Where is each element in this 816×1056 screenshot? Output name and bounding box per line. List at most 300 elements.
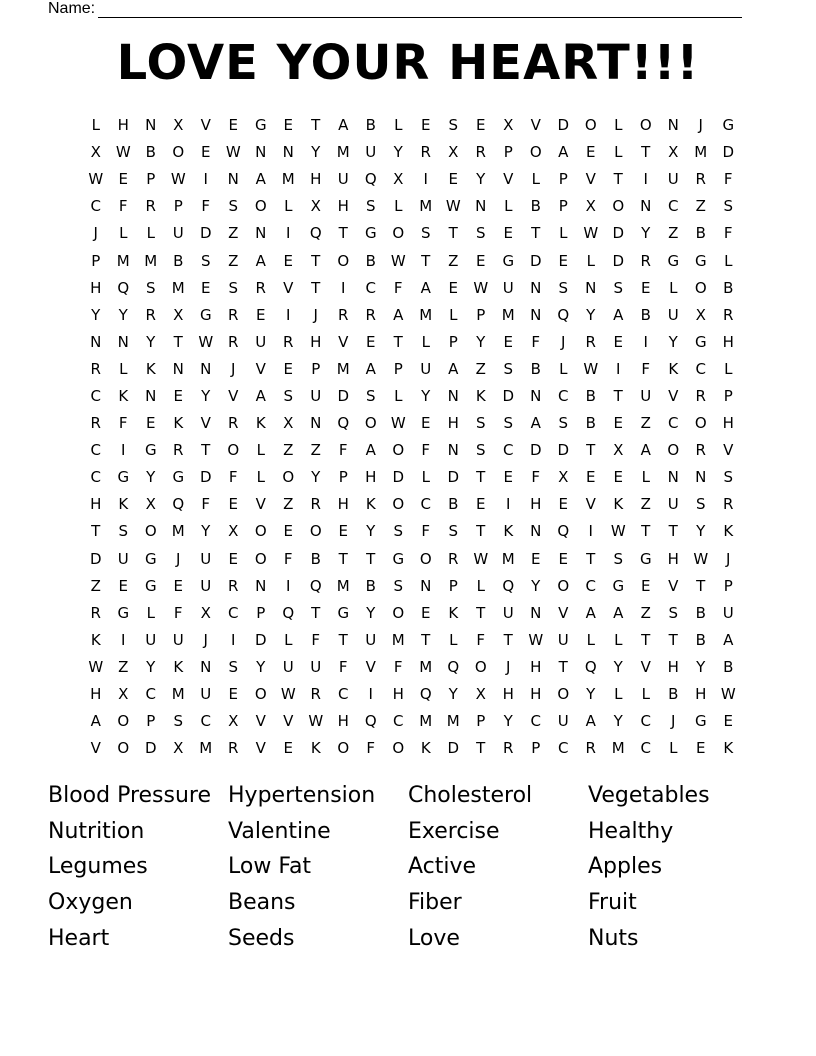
grid-letter[interactable]: B (668, 685, 679, 704)
grid-letter[interactable]: L (559, 224, 568, 243)
grid-letter[interactable]: X (173, 116, 184, 135)
grid-letter[interactable]: H (337, 197, 349, 216)
grid-letter[interactable]: Q (172, 495, 185, 514)
grid-letter[interactable]: F (173, 603, 183, 622)
grid-letter[interactable]: V (530, 116, 541, 135)
grid-letter[interactable]: F (421, 522, 431, 541)
grid-letter[interactable]: C (503, 441, 514, 460)
grid-letter[interactable]: R (695, 441, 706, 460)
grid-letter[interactable]: R (228, 576, 239, 595)
grid-letter[interactable]: M (171, 522, 185, 541)
grid-letter[interactable]: W (170, 170, 186, 189)
grid-letter[interactable]: K (118, 386, 129, 405)
grid-letter[interactable]: E (448, 278, 458, 297)
grid-letter[interactable]: C (90, 197, 101, 216)
grid-letter[interactable]: T (311, 116, 321, 135)
grid-letter[interactable]: Q (557, 305, 570, 324)
grid-letter[interactable]: X (228, 712, 239, 731)
grid-letter[interactable]: S (420, 224, 431, 243)
grid-letter[interactable]: T (668, 630, 678, 649)
grid-letter[interactable]: V (585, 495, 596, 514)
grid-letter[interactable]: S (448, 116, 459, 135)
grid-letter[interactable]: H (365, 468, 377, 487)
grid-letter[interactable]: E (283, 116, 293, 135)
grid-letter[interactable]: L (669, 739, 678, 758)
grid-letter[interactable]: L (641, 468, 650, 487)
grid-letter[interactable]: U (145, 630, 157, 649)
grid-letter[interactable]: F (118, 197, 128, 216)
grid-letter[interactable]: O (254, 549, 267, 568)
grid-letter[interactable]: E (503, 468, 513, 487)
grid-letter[interactable]: C (668, 414, 679, 433)
grid-letter[interactable]: W (88, 657, 104, 676)
grid-letter[interactable]: L (256, 441, 265, 460)
grid-letter[interactable]: U (667, 305, 679, 324)
grid-letter[interactable]: D (199, 468, 212, 487)
grid-letter[interactable]: N (640, 197, 652, 216)
grid-letter[interactable]: L (559, 359, 568, 378)
grid-letter[interactable]: X (558, 468, 569, 487)
grid-letter[interactable]: W (280, 685, 296, 704)
grid-letter[interactable]: B (365, 116, 376, 135)
grid-letter[interactable]: H (530, 685, 542, 704)
grid-letter[interactable]: F (201, 495, 211, 514)
grid-letter[interactable]: F (338, 441, 348, 460)
grid-letter[interactable]: M (336, 143, 350, 162)
grid-letter[interactable]: M (419, 712, 433, 731)
grid-letter[interactable]: E (641, 576, 651, 595)
grid-letter[interactable]: H (117, 116, 129, 135)
grid-letter[interactable]: Q (282, 603, 295, 622)
grid-letter[interactable]: M (144, 251, 158, 270)
grid-letter[interactable]: U (365, 143, 377, 162)
grid-letter[interactable]: Q (309, 224, 322, 243)
grid-letter[interactable]: R (228, 332, 239, 351)
grid-letter[interactable]: J (231, 359, 236, 378)
grid-letter[interactable]: N (447, 441, 459, 460)
grid-letter[interactable]: E (503, 224, 513, 243)
grid-letter[interactable]: I (341, 278, 346, 297)
grid-letter[interactable]: Q (447, 657, 460, 676)
grid-letter[interactable]: B (310, 549, 321, 568)
grid-letter[interactable]: A (640, 441, 651, 460)
grid-letter[interactable]: I (368, 685, 373, 704)
grid-letter[interactable]: E (283, 251, 293, 270)
grid-letter[interactable]: E (613, 468, 623, 487)
grid-letter[interactable]: Y (146, 468, 156, 487)
grid-letter[interactable]: U (310, 657, 322, 676)
grid-letter[interactable]: V (90, 739, 101, 758)
grid-letter[interactable]: U (365, 630, 377, 649)
grid-letter[interactable]: K (475, 386, 486, 405)
grid-letter[interactable]: G (612, 576, 625, 595)
grid-letter[interactable]: N (255, 143, 267, 162)
grid-letter[interactable]: A (585, 712, 596, 731)
grid-letter[interactable]: R (228, 739, 239, 758)
grid-letter[interactable]: D (529, 441, 542, 460)
grid-letter[interactable]: E (586, 468, 596, 487)
grid-letter[interactable]: S (475, 414, 486, 433)
grid-letter[interactable]: O (557, 685, 570, 704)
grid-letter[interactable]: E (228, 495, 238, 514)
grid-letter[interactable]: K (668, 359, 679, 378)
grid-letter[interactable]: Y (448, 685, 458, 704)
grid-letter[interactable]: M (419, 305, 433, 324)
grid-letter[interactable]: N (667, 468, 679, 487)
grid-letter[interactable]: W (115, 143, 131, 162)
grid-letter[interactable]: U (502, 278, 514, 297)
grid-letter[interactable]: D (447, 739, 460, 758)
grid-letter[interactable]: Z (640, 414, 651, 433)
grid-letter[interactable]: H (667, 549, 679, 568)
grid-letter[interactable]: V (723, 441, 734, 460)
grid-letter[interactable]: O (392, 441, 405, 460)
grid-letter[interactable]: J (698, 116, 703, 135)
grid-letter[interactable]: O (392, 739, 405, 758)
grid-letter[interactable]: H (530, 657, 542, 676)
grid-letter[interactable]: G (144, 441, 157, 460)
grid-letter[interactable]: Q (364, 712, 377, 731)
grid-letter[interactable]: A (255, 251, 266, 270)
grid-letter[interactable]: T (586, 441, 596, 460)
grid-letter[interactable]: T (558, 657, 568, 676)
grid-letter[interactable]: P (558, 197, 568, 216)
grid-letter[interactable]: X (503, 116, 514, 135)
grid-letter[interactable]: K (613, 495, 624, 514)
grid-letter[interactable]: L (614, 685, 623, 704)
grid-letter[interactable]: Z (475, 359, 486, 378)
grid-letter[interactable]: S (393, 522, 404, 541)
grid-letter[interactable]: T (448, 224, 458, 243)
grid-letter[interactable]: M (611, 739, 625, 758)
grid-letter[interactable]: R (723, 305, 734, 324)
grid-letter[interactable]: L (146, 224, 155, 243)
grid-letter[interactable]: L (586, 630, 595, 649)
grid-letter[interactable]: A (90, 712, 101, 731)
grid-letter[interactable]: I (616, 359, 621, 378)
grid-letter[interactable]: Z (695, 197, 706, 216)
grid-letter[interactable]: F (393, 657, 403, 676)
grid-letter[interactable]: Q (502, 576, 515, 595)
grid-letter[interactable]: T (476, 522, 486, 541)
grid-letter[interactable]: O (309, 522, 322, 541)
grid-letter[interactable]: B (585, 414, 596, 433)
grid-letter[interactable]: M (501, 305, 515, 324)
grid-letter[interactable]: V (283, 278, 294, 297)
grid-letter[interactable]: A (393, 305, 404, 324)
grid-letter[interactable]: R (228, 414, 239, 433)
grid-letter[interactable]: S (558, 278, 569, 297)
grid-letter[interactable]: H (695, 685, 707, 704)
grid-letter[interactable]: F (531, 468, 541, 487)
grid-letter[interactable]: R (255, 278, 266, 297)
grid-letter[interactable]: X (585, 197, 596, 216)
grid-letter[interactable]: C (393, 712, 404, 731)
grid-letter[interactable]: T (421, 630, 431, 649)
grid-letter[interactable]: I (286, 576, 291, 595)
grid-letter[interactable]: Y (586, 685, 596, 704)
grid-letter[interactable]: H (337, 712, 349, 731)
grid-letter[interactable]: B (365, 576, 376, 595)
grid-letter[interactable]: U (557, 630, 569, 649)
grid-letter[interactable]: N (530, 386, 542, 405)
grid-letter[interactable]: T (366, 549, 376, 568)
grid-letter[interactable]: U (337, 170, 349, 189)
grid-letter[interactable]: R (145, 305, 156, 324)
grid-letter[interactable]: S (228, 657, 239, 676)
grid-letter[interactable]: E (283, 522, 293, 541)
grid-letter[interactable]: S (723, 468, 734, 487)
grid-letter[interactable]: P (448, 332, 458, 351)
grid-letter[interactable]: V (200, 116, 211, 135)
grid-letter[interactable]: M (391, 630, 405, 649)
grid-letter[interactable]: X (475, 685, 486, 704)
grid-letter[interactable]: W (225, 143, 241, 162)
grid-letter[interactable]: E (476, 116, 486, 135)
grid-letter[interactable]: E (558, 251, 568, 270)
grid-letter[interactable]: U (557, 712, 569, 731)
grid-letter[interactable]: V (283, 712, 294, 731)
grid-letter[interactable]: L (394, 197, 403, 216)
grid-letter[interactable]: R (448, 549, 459, 568)
grid-letter[interactable]: T (503, 630, 513, 649)
grid-letter[interactable]: P (393, 359, 403, 378)
grid-letter[interactable]: Y (393, 143, 403, 162)
grid-letter[interactable]: V (255, 712, 266, 731)
grid-letter[interactable]: U (502, 603, 514, 622)
grid-letter[interactable]: P (723, 576, 733, 595)
grid-letter[interactable]: A (255, 170, 266, 189)
grid-letter[interactable]: R (283, 332, 294, 351)
grid-letter[interactable]: N (172, 359, 184, 378)
grid-letter[interactable]: P (723, 386, 733, 405)
grid-letter[interactable]: N (530, 278, 542, 297)
grid-letter[interactable]: E (173, 576, 183, 595)
grid-letter[interactable]: E (228, 549, 238, 568)
grid-letter[interactable]: V (200, 414, 211, 433)
grid-letter[interactable]: W (473, 278, 489, 297)
grid-letter[interactable]: E (586, 143, 596, 162)
grid-letter[interactable]: C (145, 685, 156, 704)
grid-letter[interactable]: L (586, 251, 595, 270)
grid-letter[interactable]: X (283, 414, 294, 433)
grid-letter[interactable]: O (364, 414, 377, 433)
grid-letter[interactable]: N (530, 603, 542, 622)
grid-letter[interactable]: S (475, 224, 486, 243)
grid-letter[interactable]: L (614, 630, 623, 649)
grid-letter[interactable]: T (201, 441, 211, 460)
grid-letter[interactable]: H (722, 414, 734, 433)
grid-letter[interactable]: V (228, 386, 239, 405)
grid-letter[interactable]: K (723, 739, 734, 758)
grid-letter[interactable]: B (695, 224, 706, 243)
grid-letter[interactable]: T (613, 170, 623, 189)
grid-letter[interactable]: B (723, 278, 734, 297)
grid-letter[interactable]: B (640, 305, 651, 324)
grid-letter[interactable]: O (529, 143, 542, 162)
grid-letter[interactable]: F (641, 359, 651, 378)
grid-letter[interactable]: E (448, 170, 458, 189)
grid-letter[interactable]: L (669, 278, 678, 297)
grid-letter[interactable]: L (724, 251, 733, 270)
grid-letter[interactable]: T (311, 603, 321, 622)
grid-letter[interactable]: E (531, 549, 541, 568)
grid-letter[interactable]: R (420, 143, 431, 162)
grid-letter[interactable]: C (585, 576, 596, 595)
grid-letter[interactable]: T (338, 549, 348, 568)
grid-letter[interactable]: J (671, 712, 676, 731)
grid-letter[interactable]: L (119, 224, 128, 243)
grid-letter[interactable]: X (145, 495, 156, 514)
grid-letter[interactable]: L (614, 143, 623, 162)
grid-letter[interactable]: F (723, 170, 733, 189)
grid-letter[interactable]: A (338, 116, 349, 135)
grid-letter[interactable]: N (255, 576, 267, 595)
grid-letter[interactable]: Y (366, 603, 376, 622)
grid-letter[interactable]: T (338, 224, 348, 243)
grid-letter[interactable]: R (503, 739, 514, 758)
grid-letter[interactable]: H (722, 332, 734, 351)
grid-letter[interactable]: R (310, 685, 321, 704)
grid-letter[interactable]: I (423, 170, 428, 189)
grid-letter[interactable]: A (420, 278, 431, 297)
grid-letter[interactable]: B (530, 197, 541, 216)
grid-letter[interactable]: V (255, 359, 266, 378)
grid-letter[interactable]: I (286, 224, 291, 243)
grid-letter[interactable]: U (255, 332, 267, 351)
grid-letter[interactable]: Y (311, 143, 321, 162)
grid-letter[interactable]: H (90, 685, 102, 704)
grid-letter[interactable]: V (668, 576, 679, 595)
grid-letter[interactable]: Q (419, 685, 432, 704)
grid-letter[interactable]: E (476, 495, 486, 514)
grid-letter[interactable]: F (311, 630, 321, 649)
grid-letter[interactable]: G (667, 251, 680, 270)
grid-letter[interactable]: G (694, 712, 707, 731)
grid-letter[interactable]: R (640, 251, 651, 270)
grid-letter[interactable]: R (585, 739, 596, 758)
grid-letter[interactable]: O (694, 414, 707, 433)
grid-letter[interactable]: J (203, 630, 208, 649)
grid-letter[interactable]: X (310, 197, 321, 216)
grid-letter[interactable]: Y (696, 657, 706, 676)
grid-letter[interactable]: C (90, 386, 101, 405)
grid-letter[interactable]: T (338, 630, 348, 649)
grid-letter[interactable]: O (254, 685, 267, 704)
grid-letter[interactable]: U (117, 549, 129, 568)
grid-letter[interactable]: I (286, 305, 291, 324)
grid-letter[interactable]: X (200, 603, 211, 622)
grid-letter[interactable]: N (420, 576, 432, 595)
grid-letter[interactable]: A (613, 305, 624, 324)
grid-letter[interactable]: D (722, 143, 735, 162)
grid-letter[interactable]: L (614, 116, 623, 135)
grid-letter[interactable]: Y (476, 332, 486, 351)
grid-letter[interactable]: U (667, 495, 679, 514)
grid-letter[interactable]: U (200, 549, 212, 568)
grid-letter[interactable]: L (476, 576, 485, 595)
grid-letter[interactable]: N (145, 116, 157, 135)
grid-letter[interactable]: F (201, 197, 211, 216)
grid-letter[interactable]: U (282, 657, 294, 676)
grid-letter[interactable]: B (173, 251, 184, 270)
grid-letter[interactable]: J (726, 549, 731, 568)
grid-letter[interactable]: N (475, 197, 487, 216)
grid-letter[interactable]: S (448, 522, 459, 541)
grid-letter[interactable]: A (530, 414, 541, 433)
grid-letter[interactable]: D (337, 386, 350, 405)
grid-letter[interactable]: C (640, 712, 651, 731)
grid-letter[interactable]: M (446, 712, 460, 731)
grid-letter[interactable]: E (613, 332, 623, 351)
grid-letter[interactable]: L (284, 197, 293, 216)
grid-letter[interactable]: O (419, 549, 432, 568)
grid-letter[interactable]: H (310, 170, 322, 189)
grid-letter[interactable]: G (694, 332, 707, 351)
grid-letter[interactable]: G (364, 224, 377, 243)
grid-letter[interactable]: X (695, 305, 706, 324)
grid-letter[interactable]: L (91, 116, 100, 135)
grid-letter[interactable]: G (144, 549, 157, 568)
grid-letter[interactable]: K (723, 522, 734, 541)
grid-letter[interactable]: L (421, 468, 430, 487)
grid-letter[interactable]: O (392, 603, 405, 622)
grid-letter[interactable]: R (365, 305, 376, 324)
grid-letter[interactable]: H (392, 685, 404, 704)
grid-letter[interactable]: Q (584, 657, 597, 676)
grid-letter[interactable]: U (200, 576, 212, 595)
grid-letter[interactable]: M (199, 739, 213, 758)
grid-letter[interactable]: L (724, 359, 733, 378)
grid-letter[interactable]: R (145, 197, 156, 216)
grid-letter[interactable]: S (723, 197, 734, 216)
grid-letter[interactable]: N (200, 359, 212, 378)
grid-letter[interactable]: R (173, 441, 184, 460)
grid-letter[interactable]: C (420, 495, 431, 514)
grid-letter[interactable]: S (228, 278, 239, 297)
grid-letter[interactable]: O (144, 522, 157, 541)
grid-letter[interactable]: G (722, 116, 735, 135)
grid-letter[interactable]: I (121, 630, 126, 649)
grid-letter[interactable]: R (90, 359, 101, 378)
grid-letter[interactable]: K (118, 495, 129, 514)
grid-letter[interactable]: G (199, 305, 212, 324)
grid-letter[interactable]: Y (476, 170, 486, 189)
grid-letter[interactable]: E (118, 576, 128, 595)
grid-letter[interactable]: J (176, 549, 181, 568)
grid-letter[interactable]: A (723, 630, 734, 649)
grid-letter[interactable]: C (365, 278, 376, 297)
grid-letter[interactable]: T (476, 739, 486, 758)
grid-letter[interactable]: T (531, 224, 541, 243)
grid-letter[interactable]: O (254, 197, 267, 216)
grid-letter[interactable]: Q (337, 414, 350, 433)
grid-letter[interactable]: C (668, 197, 679, 216)
grid-letter[interactable]: B (695, 603, 706, 622)
grid-letter[interactable]: E (228, 116, 238, 135)
grid-letter[interactable]: G (117, 603, 130, 622)
grid-letter[interactable]: E (201, 143, 211, 162)
grid-letter[interactable]: C (558, 739, 569, 758)
grid-letter[interactable]: O (117, 712, 130, 731)
grid-letter[interactable]: P (476, 712, 486, 731)
grid-letter[interactable]: L (531, 170, 540, 189)
grid-letter[interactable]: G (144, 576, 157, 595)
grid-letter[interactable]: N (227, 170, 239, 189)
grid-letter[interactable]: L (449, 630, 458, 649)
grid-letter[interactable]: E (228, 685, 238, 704)
grid-letter[interactable]: N (695, 468, 707, 487)
